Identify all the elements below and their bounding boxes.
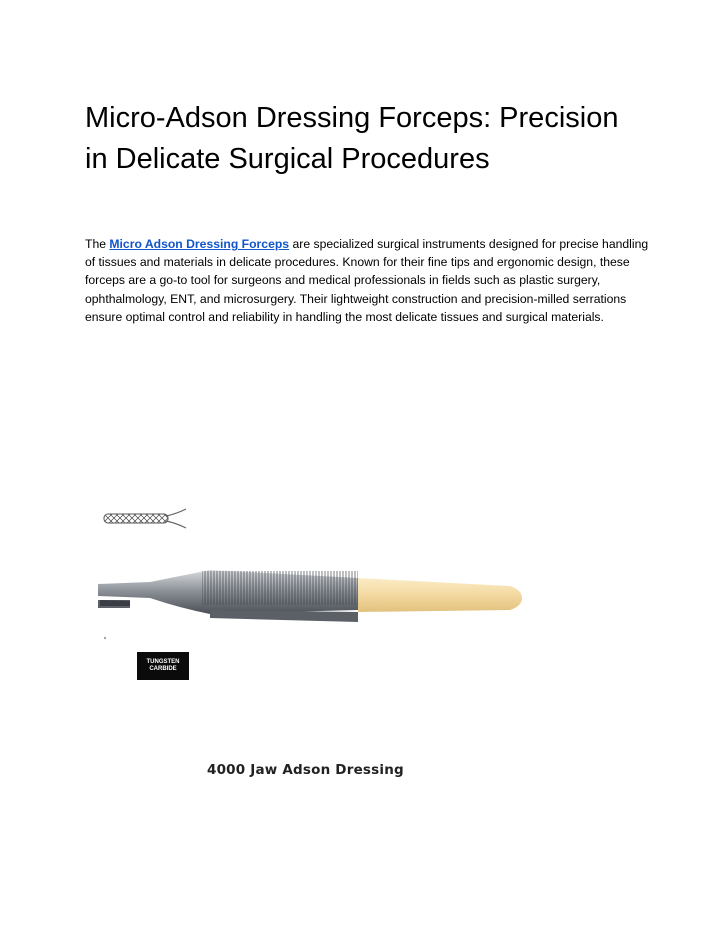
figure-caption: 4000 Jaw Adson Dressing [207, 762, 404, 778]
forceps-body [98, 570, 522, 639]
badge-line2: CARBIDE [149, 666, 177, 672]
page-title: Micro-Adson Dressing Forceps: Precision in Delicate Surgical Procedures [85, 102, 619, 175]
product-link[interactable]: Micro Adson Dressing Forceps [109, 237, 290, 251]
intro-body: are specialized surgical instruments designed for precise handling of tissues and materials in delicate procedures. Known for their fine tips and ergonomic design, these forceps are a go-to tool for surgeons and medical professionals in fields such as plastic surgery, ophthalmology, ENT, and microsurgery. Their lightweight construction and precision-milled serrations ensure optimal control and reliability in handling the most delicate tissues and surgical materials. [85, 237, 649, 324]
intro-paragraph [85, 235, 650, 326]
tip-detail-icon [104, 509, 186, 528]
material-badge [137, 652, 189, 680]
badge-line1: TUNGSTEN [146, 659, 180, 665]
forceps-illustration [90, 500, 540, 800]
intro-lead: The [85, 237, 110, 251]
